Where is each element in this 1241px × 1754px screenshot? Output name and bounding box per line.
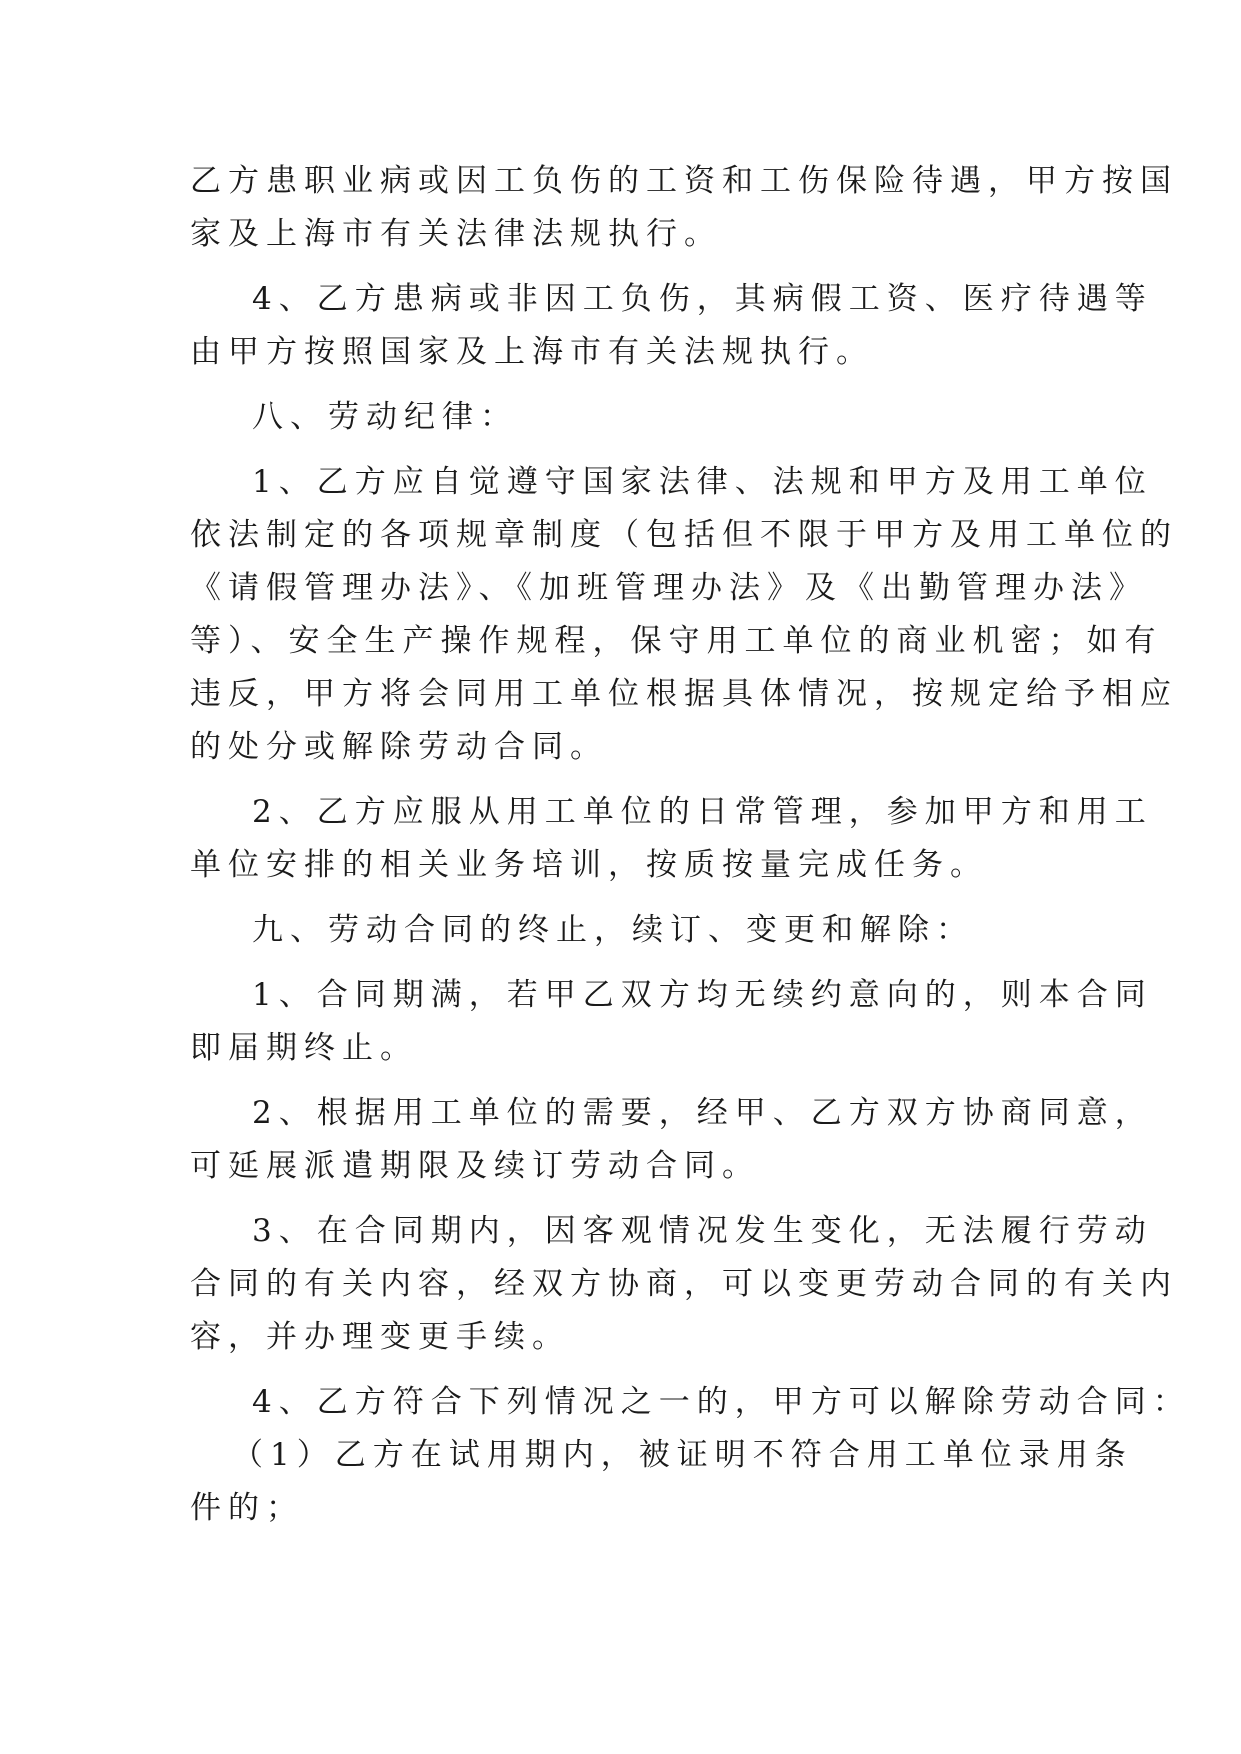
text-line: 《请假管理办法》、《加班管理办法》及《出勤管理办法》 [190,570,1147,606]
text-line: 的处分或解除劳动合同。 [190,729,608,765]
text-line: 2、乙方应服从用工单位的日常管理，参加甲方和用工 [252,794,1153,830]
document-body [190,155,1191,1535]
text-line: 单位安排的相关业务培训，按质按量完成任务。 [190,847,988,883]
section-heading: 八、劳动纪律： [252,399,518,435]
text-line: 违反，甲方将会同用工单位根据具体情况，按规定给予相应 [190,676,1178,712]
text-line: 1、乙方应自觉遵守国家法律、法规和甲方及用工单位 [252,464,1153,500]
paragraph-discipline-1 [190,456,1178,774]
paragraph-termination-4 [190,1376,1191,1429]
text-line: 可延展派遣期限及续订劳动合同。 [190,1148,760,1184]
text-line: 由甲方按照国家及上海市有关法规执行。 [190,334,874,370]
text-line: 乙方患职业病或因工负伤的工资和工伤保险待遇，甲方按国 [190,163,1178,199]
text-line: 等）、安全生产操作规程，保守用工单位的商业机密；如有 [190,623,1163,659]
paragraph-work-injury [190,155,1178,261]
text-line: 4、乙方患病或非因工负伤，其病假工资、医疗待遇等 [252,281,1153,317]
section-heading-labor-discipline [190,391,1060,444]
text-line: 依法制定的各项规章制度（包括但不限于甲方及用工单位的 [190,517,1178,553]
text-line: 2、根据用工单位的需要，经甲、乙方双方协商同意， [252,1095,1153,1131]
text-line: 1、合同期满，若甲乙双方均无续约意向的，则本合同 [252,977,1153,1013]
text-line: 件的； [190,1490,304,1526]
text-line: 家及上海市有关法律法规执行。 [190,216,722,252]
section-heading: 九、劳动合同的终止，续订、变更和解除： [252,912,974,948]
text-line: 3、在合同期内，因客观情况发生变化，无法履行劳动 [252,1213,1153,1249]
paragraph-termination-2 [190,1087,1153,1193]
paragraph-discipline-2 [190,786,1153,892]
paragraph-sick-leave [190,273,1153,379]
section-heading-contract-termination [190,904,1060,957]
paragraph-termination-3 [190,1205,1178,1364]
paragraph-termination-1 [190,969,1153,1075]
text-line: 即届期终止。 [190,1030,418,1066]
text-line: 容，并办理变更手续。 [190,1319,570,1355]
text-line: 4、乙方符合下列情况之一的，甲方可以解除劳动合同： [252,1384,1191,1420]
text-line: 合同的有关内容，经双方协商，可以变更劳动合同的有关内 [190,1266,1178,1302]
text-line: （1）乙方在试用期内，被证明不符合用工单位录用条 [232,1437,1133,1473]
paragraph-termination-4-1 [190,1429,1133,1535]
